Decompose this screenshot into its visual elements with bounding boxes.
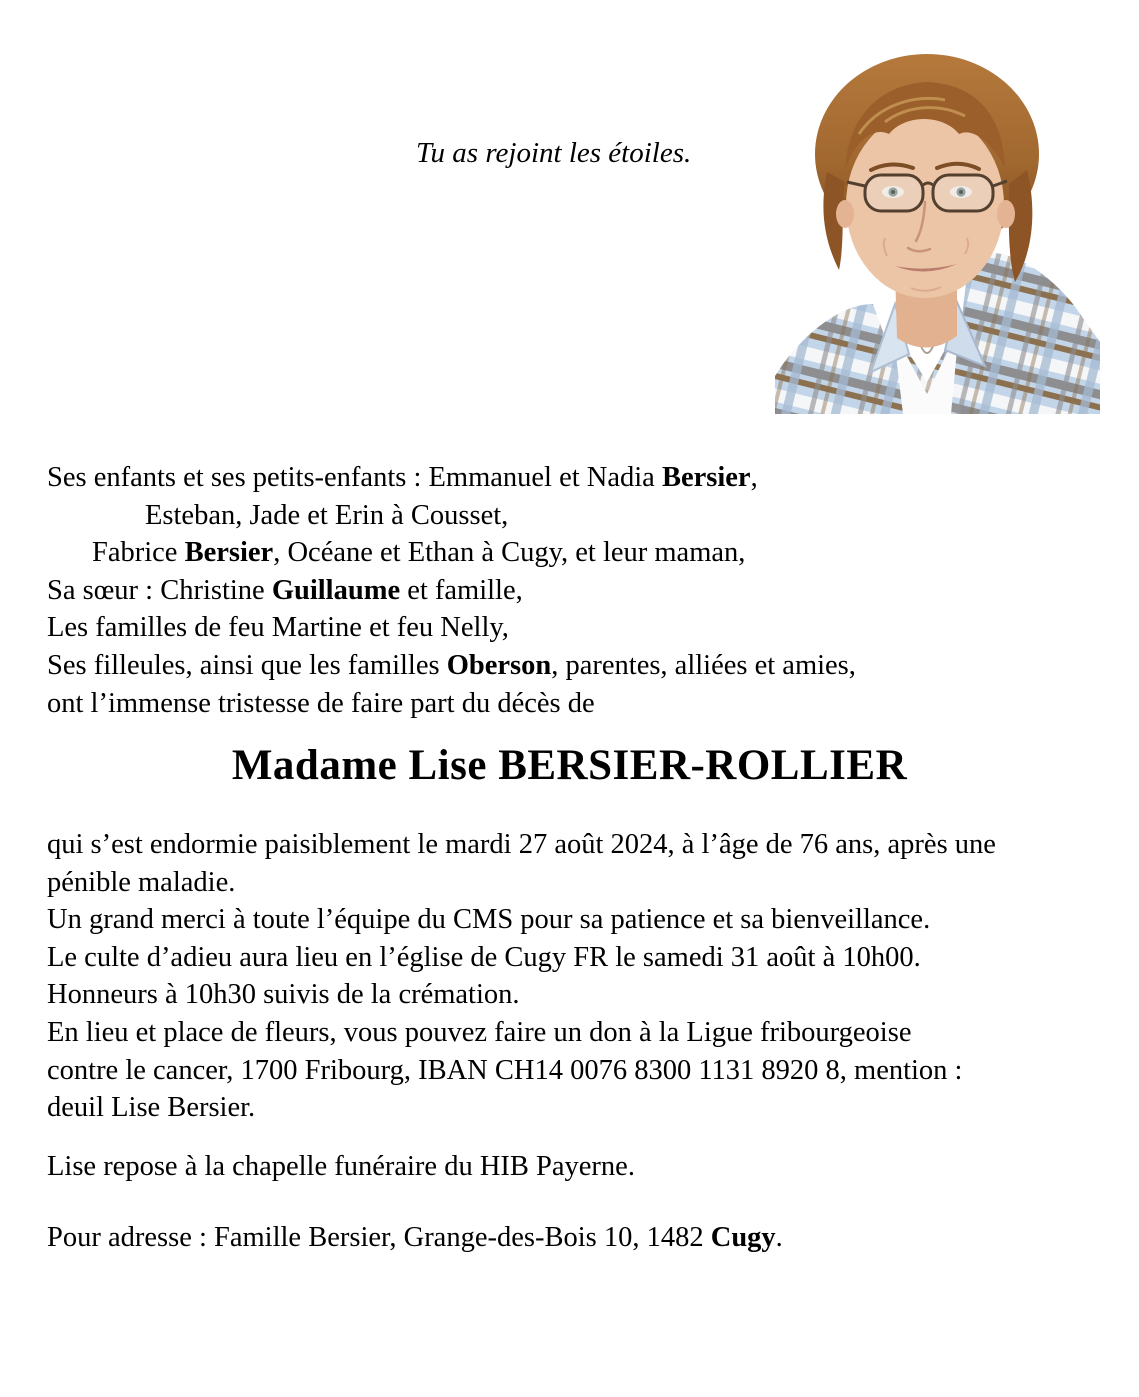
repose-paragraph: [47, 1148, 635, 1186]
bold-surname: Bersier: [661, 462, 751, 493]
bold-surname: Oberson: [446, 649, 552, 681]
text-line: [47, 1014, 996, 1052]
text-line: [47, 647, 856, 685]
text-line: [47, 1148, 635, 1186]
epitaph-quote: Tu as rejoint les étoiles.: [416, 137, 692, 169]
text-segment: Ses enfants et ses petits-enfants : Emmanuel et Nadia: [47, 462, 662, 493]
text-segment: , Océane et Ethan à Cugy, et leur maman,: [273, 537, 746, 569]
text-segment: et famille,: [400, 574, 523, 606]
text-line: [47, 939, 996, 977]
text-segment: Les familles de feu Martine et feu Nelly,: [47, 612, 509, 644]
text-segment: En lieu et place de fleurs, vous pouvez faire un don à la Ligue fribourgeoise: [47, 1016, 912, 1048]
text-line: [47, 976, 996, 1014]
text-segment: Honneurs à 10h30 suivis de la crémation.: [47, 979, 520, 1011]
text-line: [47, 1219, 783, 1257]
text-segment: Un grand merci à toute l’équipe du CMS pour sa patience et sa bienveillance.: [47, 904, 931, 936]
text-segment: qui s’est endormie paisiblement le mardi 27 août 2024, à l’âge de 76 ans, après une: [47, 829, 996, 860]
ear-right: [997, 200, 1015, 228]
text-line: [47, 901, 996, 939]
text-segment: Ses filleules, ainsi que les familles: [47, 649, 447, 681]
text-segment: Fabrice: [92, 537, 185, 569]
bold-surname: Guillaume: [271, 574, 401, 606]
text-line: [47, 864, 996, 902]
text-segment: ,: [750, 462, 758, 493]
text-segment: Esteban, Jade et Erin à Cousset,: [145, 499, 509, 531]
text-line: [47, 459, 856, 497]
text-line: [47, 572, 856, 610]
address-paragraph: [47, 1219, 783, 1257]
text-segment: ont l’immense tristesse de faire part du décès de: [47, 687, 595, 719]
text-segment: , parentes, alliées et amies,: [551, 649, 856, 681]
ear-left: [836, 200, 854, 228]
text-segment: .: [775, 1222, 783, 1253]
deceased-name-title: Madame Lise BERSIER-ROLLIER: [231, 742, 908, 789]
portrait-illustration: [775, 42, 1100, 414]
text-segment: Lise repose à la chapelle funéraire du HIB Payerne.: [47, 1151, 635, 1182]
text-segment: Pour adresse : Famille Bersier, Grange-des-Bois 10, 1482: [47, 1222, 711, 1253]
text-line: [47, 534, 856, 572]
text-segment: Le culte d’adieu aura lieu en l’église de Cugy FR le samedi 31 août à 10h00.: [47, 941, 921, 973]
text-line: [47, 1089, 996, 1127]
text-segment: pénible maladie.: [47, 866, 236, 898]
text-segment: Sa sœur : Christine: [47, 574, 272, 606]
text-line: [47, 1052, 996, 1090]
bold-surname: Cugy: [710, 1222, 776, 1253]
details-paragraph: [47, 826, 996, 1127]
bold-surname: Bersier: [184, 537, 274, 569]
text-segment: contre le cancer, 1700 Fribourg, IBAN CH14 0076 8300 1131 8920 8, mention :: [47, 1054, 963, 1086]
text-line: [47, 609, 856, 647]
text-segment: deuil Lise Bersier.: [47, 1092, 256, 1124]
text-line: [47, 685, 856, 723]
family-paragraph: [47, 459, 856, 722]
portrait-photo: [775, 42, 1100, 414]
text-line: [47, 497, 856, 535]
text-line: [47, 826, 996, 864]
